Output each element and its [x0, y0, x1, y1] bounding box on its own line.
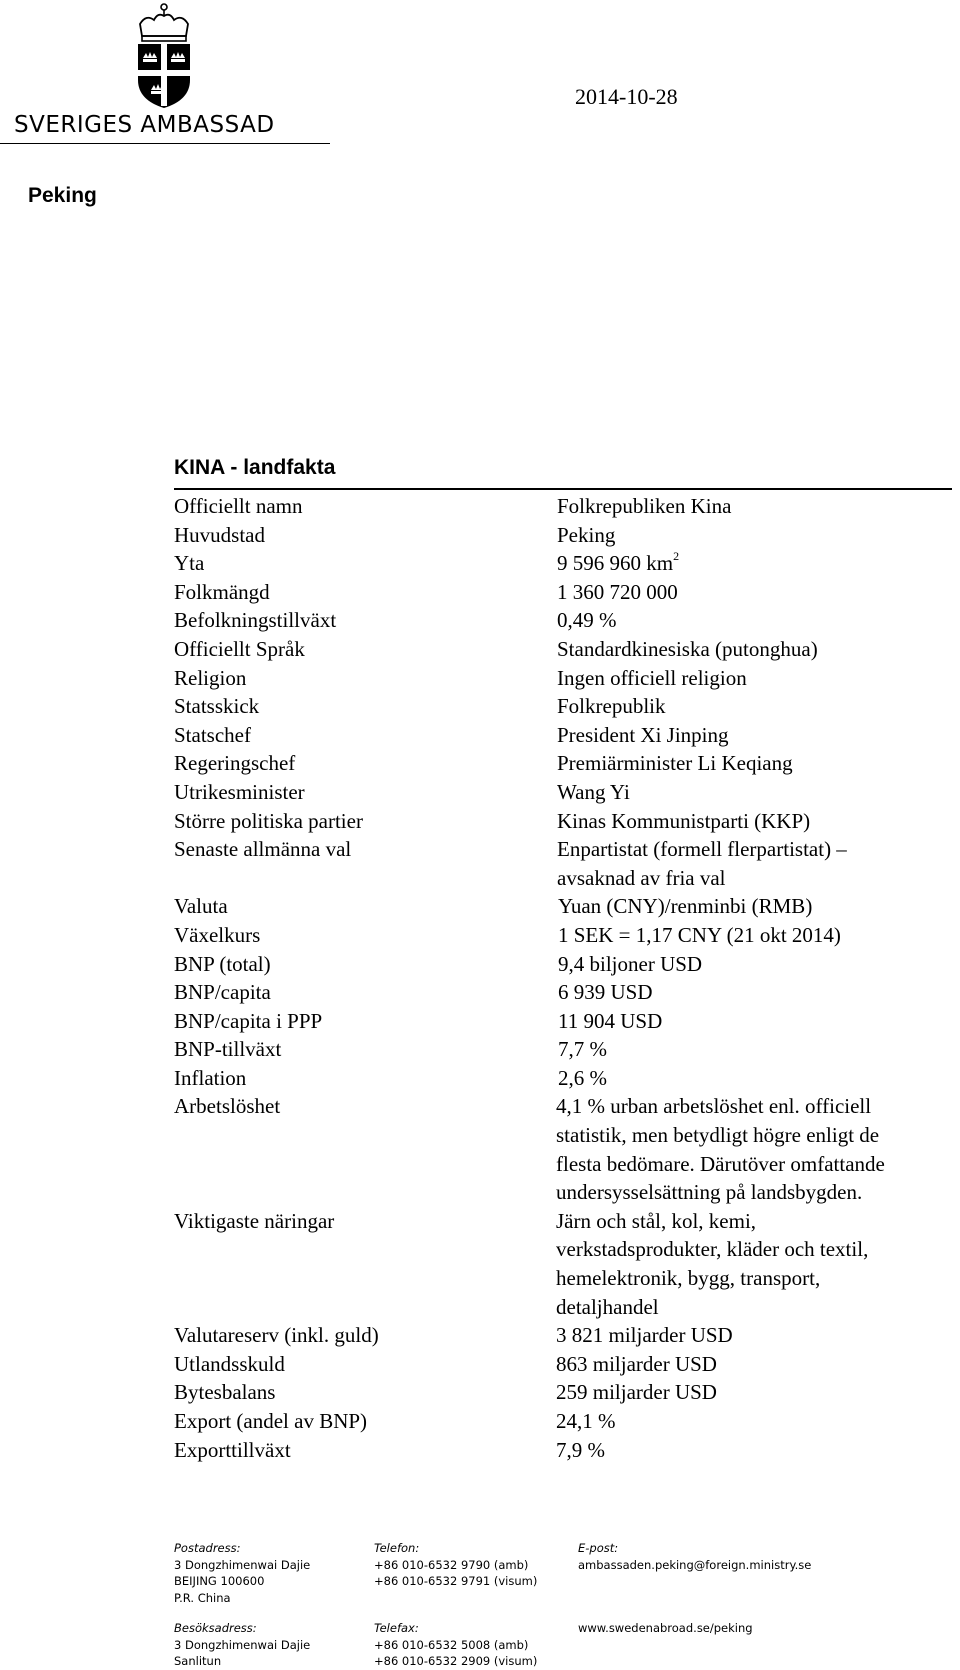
fact-value-text: detaljhandel	[556, 1294, 659, 1319]
fact-value-text: statistik, men betydligt högre enligt de	[556, 1123, 880, 1148]
fact-row	[174, 1321, 956, 1350]
fact-row	[174, 1436, 956, 1465]
superscript: 2	[673, 549, 680, 564]
fact-value-line	[556, 1264, 956, 1293]
fact-value-text: 259 miljarder USD	[556, 1380, 717, 1405]
fact-label: Officiellt Språk	[174, 636, 305, 661]
footer-visit-heading: Besöksadress:	[174, 1621, 257, 1635]
fact-value	[557, 521, 956, 550]
fact-label: Folkmängd	[174, 579, 270, 604]
fact-value	[556, 1407, 956, 1436]
fact-row	[174, 1064, 956, 1093]
fact-value-line	[556, 1092, 956, 1121]
footer-postal-heading: Postadress:	[174, 1541, 241, 1555]
fact-value-line	[557, 606, 956, 635]
footer-fax-line: +86 010-6532 2909 (visum)	[374, 1654, 538, 1668]
fact-value	[557, 692, 956, 721]
fact-value	[558, 1035, 956, 1064]
fact-value	[556, 1321, 956, 1350]
fact-row	[174, 1207, 956, 1321]
embassy-logo	[0, 0, 330, 148]
fact-value-text: 0,49 %	[557, 608, 617, 633]
fact-value-line	[558, 1064, 956, 1093]
footer-postal-line: 3 Dongzhimenwai Dajie	[174, 1557, 311, 1572]
fact-value-text: Folkrepubliken Kina	[557, 494, 732, 518]
fact-label: Religion	[174, 665, 247, 690]
fact-value-text: hemelektronik, bygg, transport,	[556, 1266, 821, 1291]
fact-value-line	[556, 1321, 956, 1350]
footer-email-heading: E-post:	[578, 1541, 619, 1555]
fact-row	[174, 1092, 956, 1206]
fact-row	[174, 749, 956, 778]
fact-value-line	[558, 978, 956, 1007]
fact-row	[174, 549, 956, 578]
fact-value	[557, 635, 956, 664]
fact-value-line	[556, 1407, 956, 1436]
footer-email-address: ambassaden.peking@foreign.ministry.se	[578, 1557, 812, 1572]
fact-label: BNP (total)	[174, 951, 271, 976]
fact-row	[174, 1035, 956, 1064]
fact-label: Statschef	[174, 722, 251, 747]
fact-value-text: 9,4 biljoner USD	[558, 951, 703, 976]
fact-value	[557, 549, 956, 578]
fact-value-text: 1 360 720 000	[557, 579, 678, 604]
fact-value-text: 2,6 %	[558, 1065, 607, 1090]
footer-fax-heading: Telefax:	[374, 1621, 419, 1635]
fact-value-text: 3 821 miljarder USD	[556, 1323, 733, 1348]
fact-value-line	[558, 1007, 956, 1036]
fact-row	[174, 664, 956, 693]
fact-label: Utrikesminister	[174, 779, 305, 804]
fact-row	[174, 578, 956, 607]
fact-value-text: Wang Yi	[557, 779, 630, 804]
fact-value-line	[557, 864, 956, 893]
fact-value-text: Premiärminister Li Keqiang	[557, 751, 793, 776]
fact-value-line	[557, 807, 956, 836]
fact-value	[558, 950, 956, 979]
fact-label: Huvudstad	[174, 522, 265, 547]
fact-label: Inflation	[174, 1065, 247, 1090]
fact-value	[557, 606, 956, 635]
fact-value-line	[557, 549, 956, 578]
fact-row	[174, 950, 956, 979]
fact-label: Valutareserv (inkl. guld)	[174, 1323, 379, 1348]
fact-label: BNP-tillväxt	[174, 1037, 282, 1062]
fact-label: Viktigaste näringar	[174, 1208, 335, 1233]
fact-value-line	[556, 1293, 956, 1322]
fact-value-text: 863 miljarder USD	[556, 1351, 717, 1376]
fact-label: Officiellt namn	[174, 494, 303, 518]
footer-phone-line: +86 010-6532 9790 (amb)	[374, 1557, 529, 1572]
fact-value-text: 6 939 USD	[558, 980, 653, 1005]
fact-label: Befolkningstillväxt	[174, 608, 337, 633]
fact-value-text: 24,1 %	[556, 1409, 616, 1433]
fact-value	[556, 1092, 956, 1206]
fact-value	[558, 892, 956, 921]
page-title: KINA - landfakta	[174, 456, 336, 479]
fact-value-text: Enpartistat (formell flerpartistat) –	[557, 837, 847, 862]
fact-row	[174, 835, 956, 892]
fact-row	[174, 606, 956, 635]
fact-label: Senaste allmänna val	[174, 837, 352, 862]
fact-value-text: 9 596 960 km	[557, 551, 674, 576]
footer-postal	[174, 1540, 310, 1606]
fact-row	[174, 778, 956, 807]
fact-value	[556, 1350, 956, 1379]
fact-label: Större politiska partier	[174, 808, 363, 833]
fact-value	[556, 1436, 956, 1465]
fact-row	[174, 1407, 956, 1436]
footer-web	[578, 1620, 753, 1637]
logo-text: SVERIGES AMBASSAD	[14, 112, 275, 138]
fact-value-text: flesta bedömare. Därutöver omfattande	[556, 1151, 885, 1176]
fact-label: Exporttillväxt	[174, 1437, 291, 1462]
fact-label: BNP/capita	[174, 980, 271, 1005]
fact-value	[557, 721, 956, 750]
fact-value	[557, 492, 956, 521]
fact-value-text: Järn och stål, kol, kemi,	[556, 1208, 757, 1233]
fact-value-text: Folkrepublik	[557, 694, 666, 719]
fact-value	[556, 1207, 956, 1321]
fact-value-text: avsaknad av fria val	[557, 865, 726, 890]
fact-value-text: 7,9 %	[556, 1437, 605, 1462]
fact-row	[174, 1378, 956, 1407]
fact-value-line	[556, 1378, 956, 1407]
fact-value-text: Standardkinesiska (putonghua)	[557, 636, 818, 661]
fact-label: BNP/capita i PPP	[174, 1008, 323, 1033]
fact-value-text: Ingen officiell religion	[557, 665, 747, 690]
document-date: 2014-10-28	[575, 84, 678, 109]
fact-row	[174, 978, 956, 1007]
fact-value-line	[558, 950, 956, 979]
fact-value-line	[557, 664, 956, 693]
fact-value-text: Kinas Kommunistparti (KKP)	[557, 808, 811, 833]
fact-row	[174, 807, 956, 836]
fact-row	[174, 721, 956, 750]
fact-value	[557, 807, 956, 836]
fact-label: Växelkurs	[174, 922, 261, 947]
fact-label: Yta	[174, 551, 205, 576]
fact-row	[174, 1007, 956, 1036]
fact-label: Regeringschef	[174, 751, 296, 776]
footer-postal-line: P.R. China	[174, 1590, 231, 1605]
fact-value	[558, 1064, 956, 1093]
fact-value-text: undersysselsättning på landsbygden.	[556, 1180, 863, 1205]
fact-value-text: 11 904 USD	[558, 1008, 663, 1033]
footer-fax-line: +86 010-6532 5008 (amb)	[374, 1637, 529, 1652]
fact-row	[174, 521, 956, 550]
fact-value-line	[557, 721, 956, 750]
fact-value-text: Peking	[557, 522, 616, 547]
fact-label: Export (andel av BNP)	[174, 1409, 368, 1433]
title-divider	[174, 488, 952, 490]
footer-web-link: www.swedenabroad.se/peking	[578, 1621, 753, 1635]
fact-row	[174, 892, 956, 921]
fact-row	[174, 921, 956, 950]
fact-label: Valuta	[174, 894, 228, 919]
fact-value-line	[557, 835, 956, 864]
fact-row	[174, 492, 956, 521]
fact-row	[174, 635, 956, 664]
fact-value-line	[556, 1235, 956, 1264]
facts-table	[174, 492, 956, 1464]
city-heading: Peking	[28, 184, 97, 207]
fact-value-line	[557, 635, 956, 664]
fact-value-line	[557, 521, 956, 550]
fact-value	[558, 921, 956, 950]
logo-divider	[0, 143, 330, 144]
fact-value-line	[557, 778, 956, 807]
fact-value-line	[557, 692, 956, 721]
fact-value	[557, 664, 956, 693]
fact-value-text: 7,7 %	[558, 1037, 607, 1062]
fact-value	[558, 1007, 956, 1036]
swedish-crest-icon	[132, 2, 196, 110]
fact-value-text: verkstadsprodukter, kläder och textil,	[556, 1237, 869, 1262]
footer-phone-heading: Telefon:	[374, 1541, 420, 1555]
fact-value-text: President Xi Jinping	[557, 722, 729, 747]
fact-label: Statsskick	[174, 694, 260, 719]
fact-value-line	[556, 1436, 956, 1465]
fact-value-text: 4,1 % urban arbetslöshet enl. officiell	[556, 1094, 872, 1119]
fact-value	[557, 749, 956, 778]
fact-value-line	[556, 1121, 956, 1150]
footer-email	[578, 1540, 811, 1573]
footer-postal-line: BEIJING 100600	[174, 1574, 265, 1588]
fact-label: Bytesbalans	[174, 1380, 276, 1405]
footer-phone-line: +86 010-6532 9791 (visum)	[374, 1574, 538, 1588]
fact-value-line	[558, 892, 956, 921]
fact-value-line	[558, 1035, 956, 1064]
fact-label: Utlandsskuld	[174, 1351, 285, 1376]
fact-value-text: 1 SEK = 1,17 CNY (21 okt 2014)	[558, 922, 841, 947]
fact-value	[556, 1378, 956, 1407]
fact-row	[174, 692, 956, 721]
fact-value-line	[556, 1178, 956, 1207]
fact-value-line	[556, 1207, 956, 1236]
fact-value-line	[558, 921, 956, 950]
fact-value-line	[557, 749, 956, 778]
fact-row	[174, 1350, 956, 1379]
footer-visit-line: Sanlitun	[174, 1654, 222, 1668]
fact-value	[557, 778, 956, 807]
fact-value-text: Yuan (CNY)/renminbi (RMB)	[558, 894, 813, 919]
fact-value-line	[557, 492, 956, 521]
fact-value	[558, 978, 956, 1007]
fact-value-line	[556, 1150, 956, 1179]
fact-label: Arbetslöshet	[174, 1094, 281, 1119]
footer-fax	[374, 1620, 537, 1670]
footer-phone	[374, 1540, 537, 1590]
fact-value	[557, 578, 956, 607]
footer-visit-line: 3 Dongzhimenwai Dajie	[174, 1637, 311, 1652]
fact-value	[557, 835, 956, 892]
fact-value-line	[557, 578, 956, 607]
footer-visit	[174, 1620, 310, 1670]
fact-value-line	[556, 1350, 956, 1379]
